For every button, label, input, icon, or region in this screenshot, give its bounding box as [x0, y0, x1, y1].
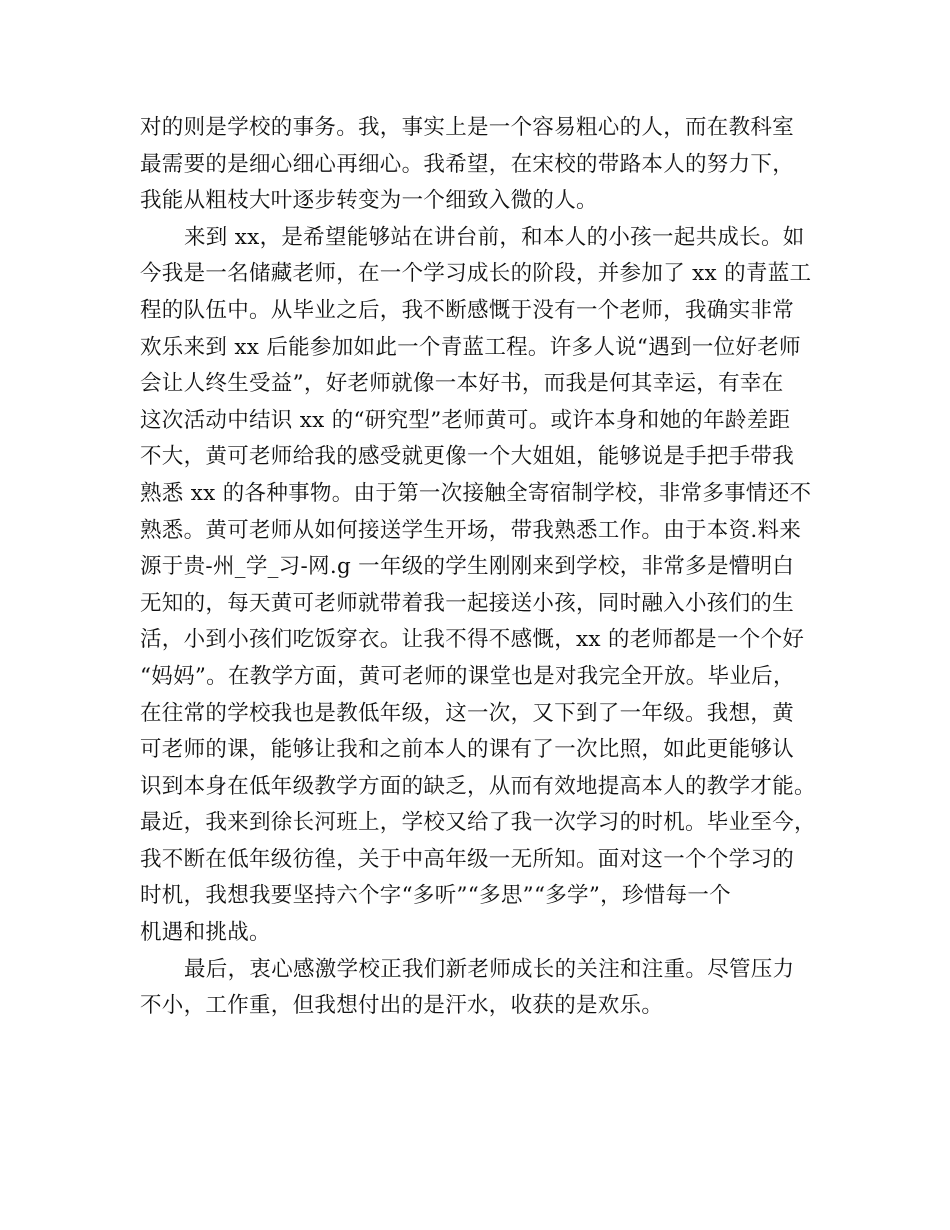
- text-line: 机遇和挑战。: [140, 920, 271, 946]
- text-line: 在往常的学校我也是教低年级，这一次，又下到了一年级。我想，黄: [140, 700, 795, 726]
- text-line: 程的队伍中。从毕业之后，我不断感慨于没有一个老师，我确实非常: [140, 297, 795, 323]
- text-line: 活，小到小孩们吃饭穿衣。让我不得不感慨，xx 的老师都是一个个好: [140, 627, 805, 653]
- text-line: 时机，我想我要坚持六个字“多听”“多思”“多学”，珍惜每一个: [140, 883, 731, 909]
- text-line: 会让人终生受益”，好老师就像一本好书，而我是何其幸运，有幸在: [140, 371, 784, 397]
- paragraph-start-line: 来到 xx，是希望能够站在讲台前，和本人的小孩一起共成长。如: [184, 224, 805, 250]
- text-line: 今我是一名储藏老师，在一个学习成长的阶段，并参加了 xx 的青蓝工: [140, 261, 812, 287]
- text-line: 这次活动中结识 xx 的“研究型”老师黄可。或许本身和她的年龄差距: [140, 407, 791, 433]
- text-line: 我不断在低年级彷徨，关于中高年级一无所知。面对这一个个学习的: [140, 846, 795, 872]
- text-line: 最需要的是细心细心再细心。我希望，在宋校的带路本人的努力下，: [140, 151, 795, 177]
- text-line: 欢乐来到 xx 后能参加如此一个青蓝工程。许多人说“遇到一位好老师: [140, 334, 801, 360]
- text-line: 无知的，每天黄可老师就带着我一起接送小孩，同时融入小孩们的生: [140, 590, 795, 616]
- text-line: “妈妈”。在教学方面，黄可老师的课堂也是对我完全开放。毕业后，: [140, 663, 795, 689]
- body-text: [140, 110, 832, 1025]
- text-line: 源于贵-州_学_习-网.g 一年级的学生刚刚来到学校，非常多是懵明白: [140, 554, 795, 580]
- text-line: 熟悉 xx 的各种事物。由于第一次接触全寄宿制学校，非常多事情还不: [140, 480, 812, 506]
- text-line: 我能从粗枝大叶逐步转变为一个细致入微的人。: [140, 188, 598, 214]
- text-line: 熟悉。黄可老师从如何接送学生开场，带我熟悉工作。由于本资.料来: [140, 517, 802, 543]
- text-line: 对的则是学校的事务。我，事实上是一个容易粗心的人，而在教科室: [140, 115, 795, 140]
- text-line: 可老师的课，能够让我和之前本人的课有了一次比照，如此更能够认: [140, 737, 795, 763]
- text-line: 不大，黄可老师给我的感受就更像一个大姐姐，能够说是手把手带我: [140, 444, 795, 470]
- text-line: 不小，工作重，但我想付出的是汗水，收获的是欢乐。: [140, 993, 664, 1019]
- text-line: 最近，我来到徐长河班上，学校又给了我一次学习的时机。毕业至今，: [140, 810, 816, 836]
- text-line: 识到本身在低年级教学方面的缺乏，从而有效地提高本人的教学才能。: [140, 773, 816, 799]
- paragraph-start-line: 最后，衷心感激学校正我们新老师成长的关注和注重。尽管压力: [184, 956, 795, 982]
